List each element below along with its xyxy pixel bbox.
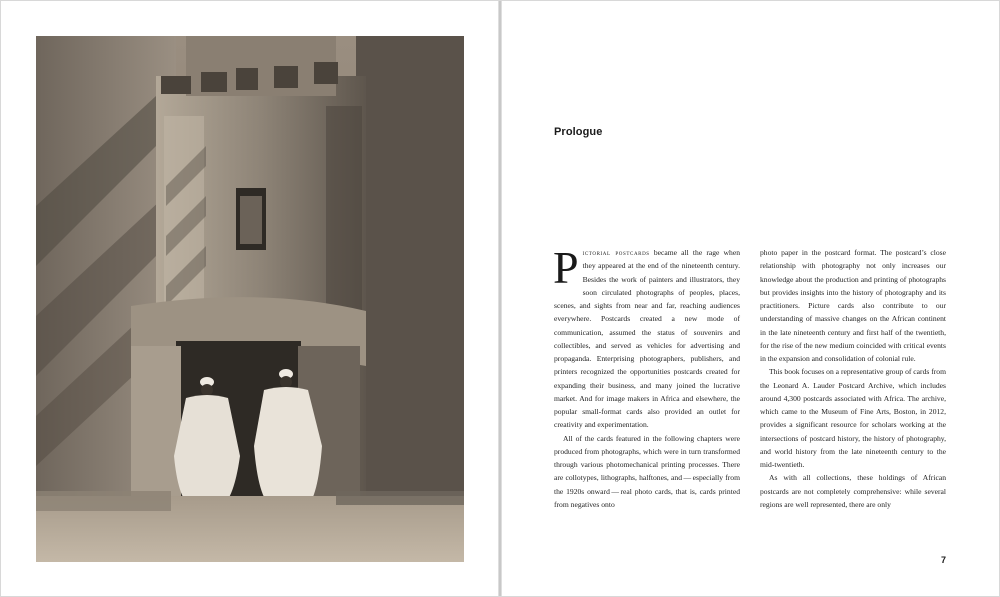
drop-cap: P: [553, 242, 579, 293]
book-gutter: [498, 0, 502, 597]
chapter-heading: Prologue: [554, 126, 603, 138]
text-column-1: [553, 242, 740, 511]
paragraph-text: became all the rage when they appeared at the end of the nineteenth century. Besides the work of painters and illustrators, they soon circulated photographs of peoples, places, scenes, and sights from near and far, reaching audiences everywhere. Postcards created a new mode of communication, assumed the status of souvenirs and collectibles, and served as vehicles for advertising and propaganda. Enterprising photographers, publishers, and printers recognized the opportunities postcards created for expanding their business, and many joined the lucrative market. And for image makers in Africa and elsewhere, the popular small-format cards also provided an outlet for creativity and experimentation.: [554, 248, 740, 430]
paragraph: As with all collections, these holdings of African postcards are not completely comprehensive: while several regions are well represented, there are only: [760, 473, 946, 509]
paragraph: photo paper in the postcard format. The postcard’s close relationship with photography not only increases our knowledge about the production and printing of photographs but provides insights into the history of photography and its practitioners. Picture cards also contribute to our understanding of massive changes on the African continent in the late nineteenth century and first half of the twentieth, for the rise of the new medium coincided with critical events in the expansion and consolidation of colonial rule.: [760, 248, 946, 363]
lead-small-caps: ictorial postcards: [582, 248, 650, 257]
page-number: 7: [941, 555, 947, 565]
sepia-photograph: [36, 36, 464, 562]
photograph-illustration: [36, 36, 464, 562]
paragraph: This book focuses on a representative group of cards from the Leonard A. Lauder Postcard Archive, which includes around 4,300 postcards associated with Africa. The archive, which came to the Museum of Fine Arts, Boston, in 2012, provides a significant resource for scholars working at the intersections of postcard history, the history of photography, and world history from the late nineteenth century to the mid-twentieth.: [760, 367, 946, 469]
paragraph: All of the cards featured in the following chapters were produced from photographs, which were in turn transformed through various photomechanical printing processes. There are collotypes, lithographs, halftones, and — especially from the 1920s onward — real photo cards, that is, cards printed from negatives onto: [554, 433, 740, 509]
text-column-2: [760, 246, 946, 511]
paragraph: [553, 242, 740, 432]
